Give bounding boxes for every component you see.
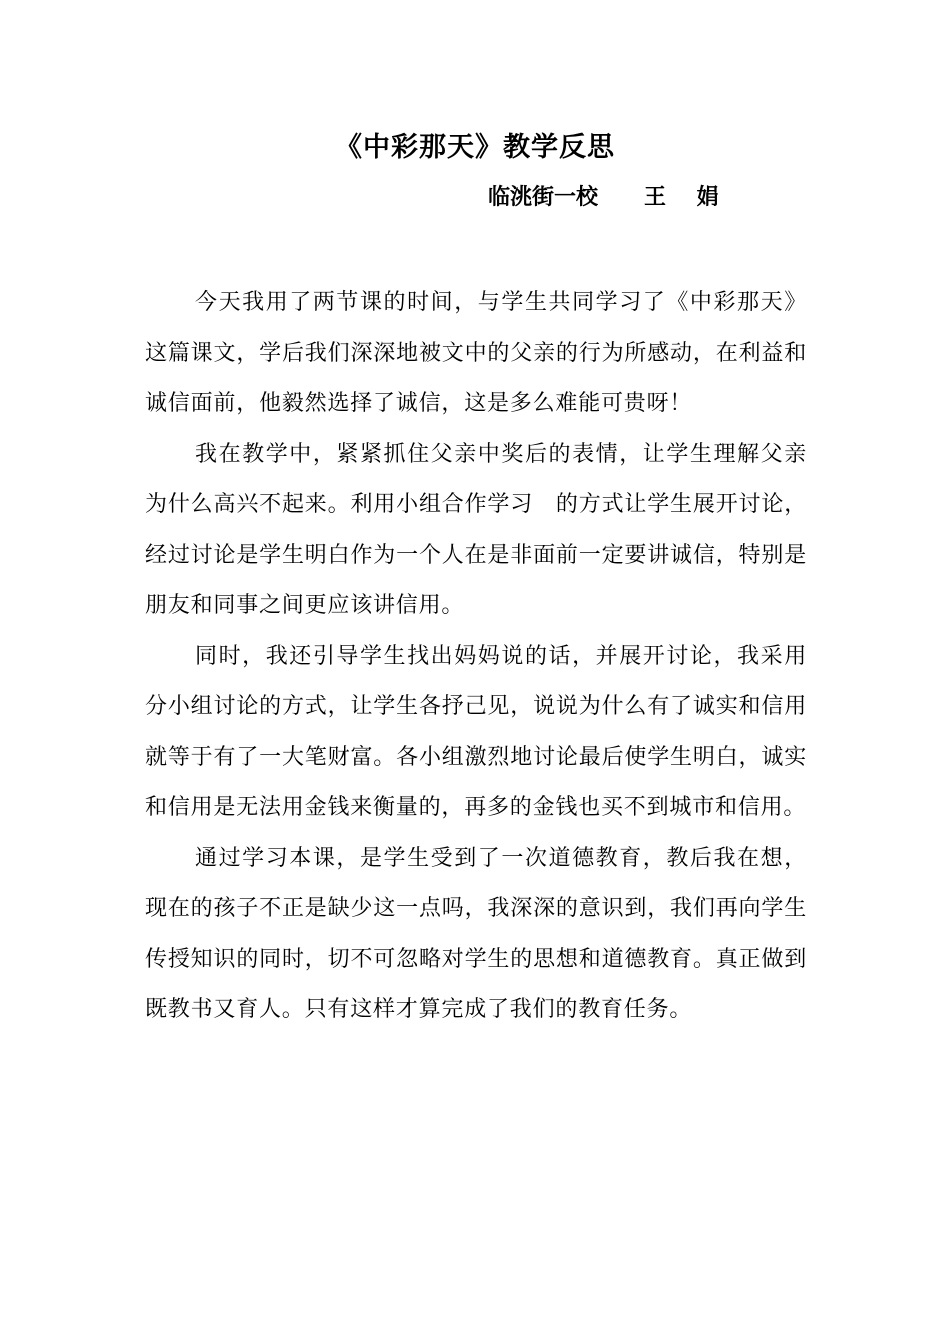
document-title: 《中彩那天》教学反思	[335, 132, 615, 163]
document-body	[145, 278, 807, 1036]
paragraph-3: 同时，我还引导学生找出妈妈说的话，并展开讨论，我采用分小组讨论的方式，让学生各抒己见，说说为什么有了诚实和信用就等于有了一大笔财富。各小组激烈地讨论最后使学生明白，诚实和信用是无法用金钱来衡量的，再多的金钱也买不到城市和信用。	[145, 643, 807, 820]
author-byline: 临洮街一校 王 娟	[488, 185, 719, 210]
paragraph-1: 今天我用了两节课的时间，与学生共同学习了《中彩那天》这篇课文，学后我们深深地被文中的父亲的行为所感动，在利益和诚信面前，他毅然选择了诚信，这是多么难能可贵呀！	[145, 290, 807, 416]
paragraph-2: 我在教学中，紧紧抓住父亲中奖后的表情，让学生理解父亲为什么高兴不起来。利用小组合作学习 的方式让学生展开讨论，经过讨论是学生明白作为一个人在是非面前一定要讲诚信，特别是朋友和同事之间更应该讲信用。	[145, 441, 807, 618]
paragraph-4: 通过学习本课，是学生受到了一次道德教育，教后我在想，现在的孩子不正是缺少这一点吗，我深深的意识到，我们再向学生传授知识的同时，切不可忽略对学生的思想和道德教育。真正做到既教书又育人。只有这样才算完成了我们的教育任务。	[145, 845, 807, 1022]
